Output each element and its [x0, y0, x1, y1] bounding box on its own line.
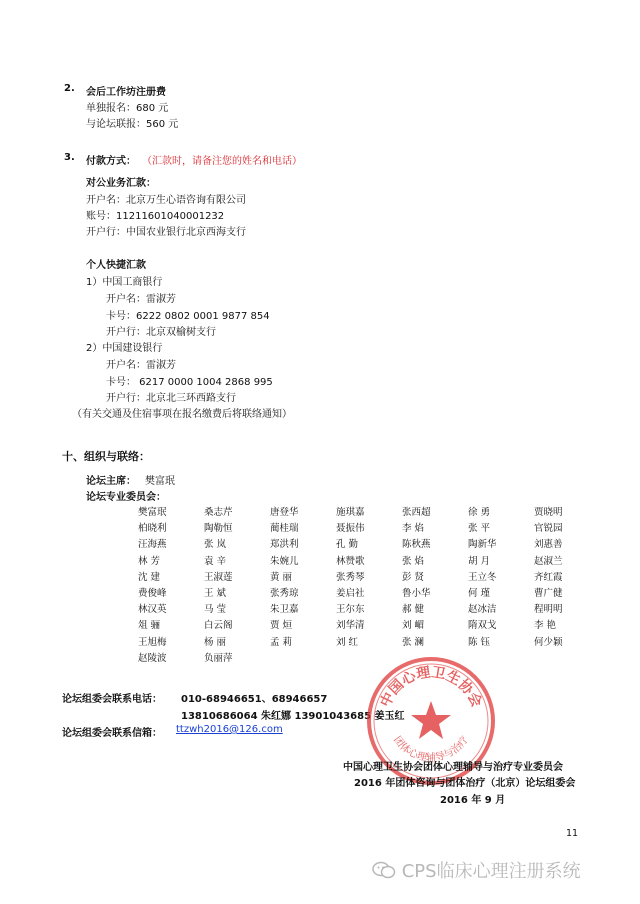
email-link[interactable]: ttzwh2016@126.com: [176, 724, 283, 735]
committee-member-name: 汪海燕: [138, 539, 167, 551]
corporate-account-name: 开户名：北京万生心语咨询有限公司: [86, 195, 246, 206]
section2-number: 2.: [64, 83, 75, 94]
committee-member-name: 张 平: [468, 523, 491, 535]
committee-member-name: 彭 贤: [402, 571, 425, 583]
committee-member-name: 张西超: [402, 507, 431, 518]
committee-member-name: 聂振伟: [336, 523, 365, 535]
committee-member-name: 刘华清: [336, 620, 365, 632]
committee-member-name: 黄 丽: [270, 571, 293, 583]
committee-member-name: 王淑莲: [204, 571, 233, 583]
bank2-branch: 开户行：北京北三环西路支行: [106, 393, 236, 404]
watermark-text: CPS临床心理注册系统: [401, 861, 581, 882]
bank1-label: 1）中国工商银行: [86, 277, 163, 288]
committee-member-name: 杨 丽: [204, 636, 227, 648]
committee-member-name: 胡 月: [468, 555, 491, 567]
watermark: [372, 857, 581, 883]
committee-member-name: 朱婉儿: [270, 555, 299, 567]
bank1-card: 卡号：6222 0802 0001 9877 854: [106, 311, 270, 322]
committee-member-name: 郝 健: [402, 604, 425, 616]
committee-member-name: 俎 骊: [138, 620, 161, 632]
committee-member-name: 陶勒恒: [204, 523, 233, 535]
personal-footnote: （有关交通及住宿事项在报名缴费后将联络通知）: [72, 409, 292, 420]
committee-member-name: 程明明: [534, 604, 563, 616]
committee-member-name: 费俊峰: [138, 588, 167, 599]
section2-heading: 会后工作坊注册费: [86, 87, 166, 98]
page-number: 11: [566, 828, 579, 839]
organizer-line2: 2016 年团体咨询与团体治疗（北京）论坛组委会: [354, 778, 576, 789]
committee-member-name: 林汉英: [138, 604, 167, 616]
committee-member-name: 孔 勤: [336, 539, 359, 551]
committee-label: 论坛专业委员会：: [86, 492, 166, 503]
phone-line2: 13810686064 朱红娜 13901043685 姜玉红: [181, 711, 405, 722]
committee-member-name: 齐红霞: [534, 571, 563, 583]
committee-member-name: 白云阁: [204, 620, 233, 632]
committee-member-name: 姜启社: [336, 588, 365, 599]
committee-member-name: 施琪嘉: [336, 507, 365, 518]
committee-member-name: 朱卫嘉: [270, 604, 299, 616]
committee-member-name: 何 瑾: [468, 588, 491, 599]
committee-member-name: 张 岚: [204, 539, 227, 551]
committee-member-name: 王尔东: [336, 604, 365, 616]
committee-member-name: 蔺桂瑞: [270, 523, 299, 535]
committee-member-name: 贾 烜: [270, 620, 293, 632]
corporate-bank: 开户行：中国农业银行北京西海支行: [86, 227, 246, 238]
committee-member-name: 王旭梅: [138, 636, 167, 648]
email-label: 论坛组委会联系信箱：: [62, 728, 162, 739]
committee-member-name: 刘惠善: [534, 539, 563, 551]
committee-member-name: 张 焰: [402, 555, 425, 567]
committee-member-name: 桑志芹: [204, 507, 233, 518]
bank1-name: 开户名：雷淑芳: [106, 294, 176, 305]
section3-note: （汇款时，请备注您的姓名和电话）: [142, 156, 302, 167]
committee-member-name: 林 芳: [138, 555, 161, 567]
committee-member-name: 孟 莉: [270, 636, 293, 648]
bank2-card: 卡号： 6217 0000 1004 2868 995: [106, 377, 273, 388]
phone-line1: 010-68946651、68946657: [181, 694, 328, 705]
personal-title: 个人快捷汇款: [86, 260, 146, 271]
committee-member-name: 袁 辛: [204, 555, 227, 567]
committee-member-name: 林赞歌: [336, 555, 365, 567]
committee-member-name: 李 焰: [402, 523, 425, 535]
committee-member-name: 郑洪利: [270, 539, 299, 551]
committee-member-name: 赵冰洁: [468, 604, 497, 616]
committee-member-name: 刘 嵋: [402, 620, 425, 632]
section10-heading: 十、组织与联络：: [62, 450, 150, 463]
committee-member-name: 唐登华: [270, 507, 299, 518]
committee-member-name: 刘 红: [336, 636, 359, 648]
committee-member-name: 隋双戈: [468, 620, 497, 632]
committee-member-name: 樊富珉: [138, 507, 167, 518]
committee-member-name: 李 艳: [534, 620, 557, 632]
section3-heading: 付款方式：: [86, 156, 136, 167]
committee-member-name: 马 莹: [204, 604, 227, 616]
committee-member-name: 徐 勇: [468, 507, 491, 518]
committee-member-name: 王立冬: [468, 571, 497, 583]
bank2-name: 开户名：雷淑芳: [106, 360, 176, 371]
corporate-title: 对公业务汇款：: [86, 178, 156, 189]
committee-member-name: 曹广健: [534, 588, 563, 599]
chair-label: 论坛主席：: [86, 476, 136, 487]
committee-member-name: 官锐园: [534, 523, 563, 535]
star-icon: [411, 701, 451, 739]
corporate-account-no: 账号：11211601040001232: [86, 211, 225, 222]
committee-member-name: 何少颖: [534, 636, 563, 648]
section3-number: 3.: [64, 152, 75, 163]
committee-member-name: 陈 钰: [468, 636, 491, 648]
chair-name: 樊富珉: [145, 476, 175, 487]
stamp-bottom-text: 团体心理辅导与治疗: [391, 734, 471, 764]
committee-member-name: 赵淑兰: [534, 555, 563, 567]
committee-member-name: 贾晓明: [534, 507, 563, 518]
committee-member-name: 张 澜: [402, 636, 425, 648]
bank2-label: 2）中国建设银行: [86, 343, 163, 354]
wechat-icon: [372, 861, 396, 879]
organizer-line1: 中国心理卫生协会团体心理辅导与治疗专业委员会: [343, 762, 563, 773]
committee-member-name: 陈秋燕: [402, 539, 431, 551]
bank1-branch: 开户行：北京双榆树支行: [106, 327, 216, 338]
committee-member-name: 柏晓利: [138, 523, 167, 535]
committee-member-name: 鲁小华: [402, 588, 431, 599]
committee-member-name: 张秀琼: [270, 588, 299, 599]
phone-label: 论坛组委会联系电话：: [62, 694, 162, 705]
committee-member-name: 陶新华: [468, 539, 497, 551]
committee-member-name: 赵陵波: [138, 652, 167, 664]
committee-member-name: 负丽萍: [204, 652, 233, 664]
committee-member-name: 沈 建: [138, 571, 161, 583]
document-date: 2016 年 9 月: [440, 795, 506, 806]
section2-line2: 与论坛联报：560 元: [86, 119, 179, 130]
committee-member-name: 王 斌: [204, 588, 227, 599]
committee-member-name: 张秀琴: [336, 571, 365, 583]
section2-line1: 单独报名：680 元: [86, 103, 169, 114]
stamp-top-text: 中国心理卫生协会: [377, 664, 485, 710]
